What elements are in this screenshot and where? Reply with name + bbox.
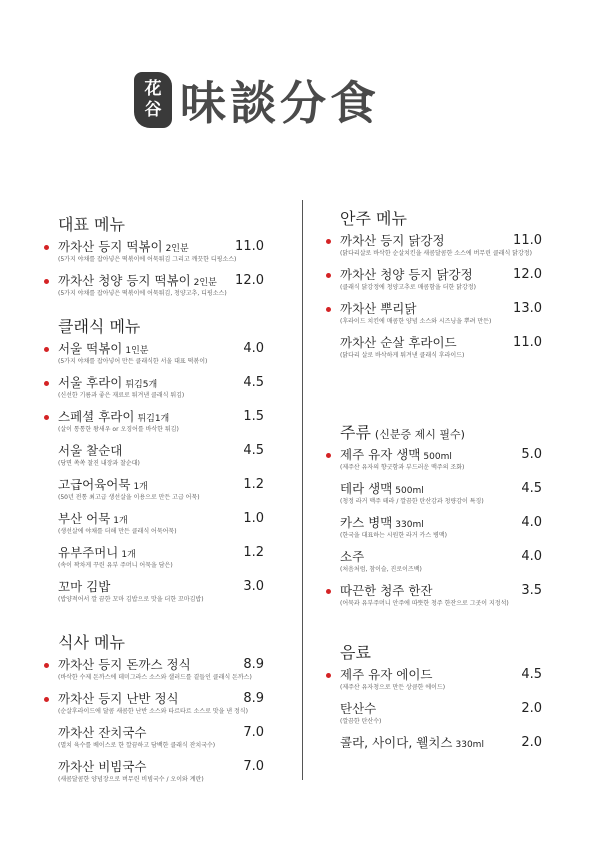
menu-item-description: (제주산 유자청으로 만든 상큼한 에이드): [340, 684, 446, 691]
menu-item-description: (어묵과 유부주머니 안주에 따뜻한 청주 한잔으로 그곳이 지정석): [340, 600, 509, 607]
menu-item-description: (속이 꽉차게 꾸린 유부 주머니 어묵을 담은): [58, 562, 173, 569]
menu-item-name-line: [340, 232, 445, 250]
menu-item-description: (처음처럼, 참이슬, 진로이즈백): [340, 566, 422, 573]
menu-item-price: 12.0: [513, 267, 542, 282]
menu-item: [340, 548, 542, 582]
menu-item-price: 7.0: [243, 725, 264, 740]
menu-item-quantity: 2인분: [165, 244, 189, 254]
menu-item-name: 까차산 순살 후라이드: [340, 335, 457, 350]
menu-item-name-line: [340, 266, 473, 284]
menu-item: [58, 510, 264, 544]
bullet-dot-icon: [326, 589, 331, 594]
menu-item-name: 탄산수: [340, 701, 377, 716]
menu-item-description: (순살후라이드에 달콤 새콤한 난반 소스와 타르타르 소스로 맛을 낸 정식): [58, 708, 248, 715]
menu-item-price: 12.0: [235, 273, 264, 288]
menu-item-price: 1.2: [243, 545, 264, 560]
menu-item: [58, 272, 264, 306]
menu-item-name: 제주 유자 생맥: [340, 447, 421, 462]
menu-item: [58, 408, 264, 442]
menu-item-description: (청정 라거 맥주 테라 / 깔끔한 탄산감과 청량감이 특징): [340, 498, 484, 505]
menu-item-name-line: [340, 666, 432, 684]
section-drinks: [340, 420, 542, 616]
menu-item-price: 5.0: [521, 447, 542, 462]
menu-item-price: 4.5: [243, 375, 264, 390]
section-title: 클래식 메뉴: [58, 317, 141, 336]
menu-item-name-line: [340, 300, 416, 318]
menu-item-name: 소주: [340, 549, 365, 564]
menu-item-price: 11.0: [513, 233, 542, 248]
menu-item-name: 서울 떡볶이: [58, 341, 123, 356]
menu-item-name: 스페셜 후라이: [58, 409, 135, 424]
bullet-dot-icon: [326, 453, 331, 458]
bullet-dot-icon: [44, 381, 49, 386]
menu-item: [58, 374, 264, 408]
menu-item: [58, 476, 264, 510]
menu-item: [58, 690, 264, 724]
logo-seal-bottom: 谷: [144, 100, 162, 120]
menu-item-name: 테라 생맥: [340, 481, 393, 496]
menu-item-price: 4.0: [521, 515, 542, 530]
menu-item-price: 4.5: [243, 443, 264, 458]
menu-item: [58, 656, 264, 690]
bullet-dot-icon: [326, 239, 331, 244]
menu-item-price: 1.0: [243, 511, 264, 526]
menu-item-price: 8.9: [243, 691, 264, 706]
menu-item-name-line: [340, 582, 432, 600]
section-title: 음료: [340, 643, 371, 662]
menu-item-description: (5가지 야채를 잡아넣은 떡볶이에 어묵튀김, 청양고추, 디핑소스): [58, 290, 227, 297]
section-meal: [58, 630, 264, 792]
menu-item-name: 서울 후라이: [58, 375, 123, 390]
menu-item-name: 까차산 잔치국수: [58, 725, 147, 740]
section-title: [340, 420, 542, 446]
menu-item-name: 까차산 청양 등지 닭강정: [340, 267, 473, 282]
bullet-dot-icon: [44, 347, 49, 352]
menu-item-description: (제주산 유자의 향긋함과 부드러운 맥주의 조화): [340, 464, 465, 471]
id-required-note: (신분증 제시 필수): [374, 428, 465, 441]
menu-item-quantity: 500ml: [395, 486, 424, 496]
menu-item-name: 부산 어묵: [58, 511, 111, 526]
section-classic: [58, 314, 264, 612]
menu-item-quantity: 330ml: [455, 740, 484, 750]
menu-item: [58, 544, 264, 578]
bullet-dot-icon: [326, 307, 331, 312]
menu-item: [340, 514, 542, 548]
menu-item: [340, 666, 542, 700]
section-signature: [58, 212, 264, 306]
section-beverages: [340, 640, 542, 768]
menu-item-price: 4.5: [521, 667, 542, 682]
bullet-dot-icon: [44, 245, 49, 250]
menu-item-description: (생선살에 야채를 더해 만든 클래식 어묵어묵): [58, 528, 177, 535]
menu-item-name-line: [58, 690, 179, 708]
menu-item-quantity: 1인분: [125, 346, 149, 356]
menu-item: [340, 700, 542, 734]
menu-item-name: 고급어육어묵: [58, 477, 131, 492]
menu-item-price: 3.5: [521, 583, 542, 598]
bullet-dot-icon: [44, 279, 49, 284]
menu-item-quantity: 330ml: [395, 520, 424, 530]
menu-item-description: (클래식 닭강정에 청양고추로 매콤함을 더한 닭강정): [340, 284, 476, 291]
menu-item-price: 8.9: [243, 657, 264, 672]
menu-item: [58, 758, 264, 792]
menu-item-name: 까차산 청양 등지 떡볶이: [58, 273, 191, 288]
menu-item-price: 2.0: [521, 701, 542, 716]
section-title: 대표 메뉴: [58, 215, 125, 234]
menu-item: [340, 582, 542, 616]
menu-item-name: 콜라, 사이다, 웰치스: [340, 735, 453, 750]
column-divider: [302, 200, 303, 780]
menu-item-description: (신선한 기름과 좋은 재료로 튀겨낸 클래식 튀김): [58, 392, 185, 399]
menu-item-name-line: [58, 442, 122, 460]
menu-item-price: 4.0: [521, 549, 542, 564]
menu-item: [340, 480, 542, 514]
menu-item-price: 1.2: [243, 477, 264, 492]
menu-item-price: 7.0: [243, 759, 264, 774]
menu-item-name-line: [58, 578, 110, 596]
menu-item: [340, 266, 542, 300]
logo-seal: [134, 72, 172, 128]
menu-item-price: 4.5: [521, 481, 542, 496]
menu-item-name: 서울 찰순대: [58, 443, 123, 458]
menu-item-description: (닭다리 살로 바삭하게 튀겨낸 클래식 후라이드): [340, 352, 465, 359]
menu-item-quantity: 튀김1개: [137, 414, 170, 424]
menu-item: [340, 334, 542, 368]
menu-item-name: 까차산 등지 돈까스 정식: [58, 657, 191, 672]
section-title: 안주 메뉴: [340, 209, 407, 228]
menu-item: [58, 578, 264, 612]
menu-item-price: 2.0: [521, 735, 542, 750]
menu-item-quantity: 1개: [133, 482, 148, 492]
menu-item-description: (후라이드 치킨에 매콤한 양념 소스와 시즈닝을 뿌려 만든): [340, 318, 492, 325]
menu-item-quantity: 1개: [113, 516, 128, 526]
menu-item-description: (5가지 야채를 잡아넣어 만든 클래식한 서울 대표 떡볶이): [58, 358, 208, 365]
menu-item-name-line: [340, 334, 457, 352]
menu-item-name-line: [340, 700, 376, 718]
menu-item-price: 11.0: [235, 239, 264, 254]
logo-seal-top: 花: [144, 79, 162, 99]
menu-item-description: (5가지 야채를 잡아넣은 떡볶이에 어묵튀김 그리고 깨끗한 디핑소스): [58, 256, 237, 263]
menu-item-description: (바삭한 수제 돈까스에 데미그라스 소스와 샐러드를 곁들인 클래식 돈까스): [58, 674, 252, 681]
menu-item-quantity: 튀김5개: [125, 380, 158, 390]
bullet-dot-icon: [44, 663, 49, 668]
menu-item: [340, 734, 542, 768]
menu-item-name: 까차산 등지 난반 정식: [58, 691, 179, 706]
menu-item: [340, 300, 542, 334]
menu-item-description: (깔끔한 탄산수): [340, 718, 382, 725]
menu-item-name: 유부주머니: [58, 545, 119, 560]
logo: [134, 70, 380, 130]
menu-item: [340, 232, 542, 266]
menu-item-price: 4.0: [243, 341, 264, 356]
menu-item-description: (새콤달콤한 양념장으로 버무린 비빔국수 / 오이와 계란): [58, 776, 204, 783]
section-title-text: 주류: [340, 423, 371, 442]
menu-item-description: (멸치 육수를 베이스로 한 깔끔하고 담백한 클래식 잔치국수): [58, 742, 216, 749]
menu-item-name: 까차산 뿌리닭: [340, 301, 417, 316]
menu-item: [58, 238, 264, 272]
bullet-dot-icon: [326, 673, 331, 678]
menu-item: [58, 724, 264, 758]
menu-item: [58, 340, 264, 374]
menu-item-description: (한국을 대표하는 시원한 라거 카스 병맥): [340, 532, 447, 539]
menu-item: [58, 442, 264, 476]
section-bar-snacks: [340, 206, 542, 368]
menu-item-quantity: 2인분: [193, 278, 217, 288]
menu-item-name-line: [340, 734, 484, 754]
bullet-dot-icon: [44, 697, 49, 702]
menu-item-name: 카스 병맥: [340, 515, 393, 530]
menu-item-quantity: 500ml: [423, 452, 452, 462]
menu-item-description: (닭다리살로 바삭한 순살치킨을 새콤달콤한 소스에 버무린 클래식 닭강정): [340, 250, 532, 257]
menu-item-price: 11.0: [513, 335, 542, 350]
menu-item-name-line: [58, 656, 191, 674]
menu-item-description: (밥양적어서 깔 끔한 꼬마 김밥으로 맛을 더한 꼬마김밥): [58, 596, 204, 603]
menu-item-description: (50년 전통 최고급 생선살을 이용으로 만든 고급 어묵): [58, 494, 200, 501]
section-title: 식사 메뉴: [58, 633, 125, 652]
menu-item-name: 제주 유자 에이드: [340, 667, 433, 682]
menu-item-name: 꼬마 김밥: [58, 579, 111, 594]
menu-item-name: 따끈한 청주 한잔: [340, 583, 433, 598]
menu-item-name-line: [340, 548, 364, 566]
menu-item-name-line: [58, 724, 147, 742]
menu-item: [340, 446, 542, 480]
menu-item-price: 1.5: [243, 409, 264, 424]
menu-item-description: (살이 통통한 왕새우 or 오징어를 바삭한 튀김): [58, 426, 179, 433]
menu-item-name: 까차산 등지 떡볶이: [58, 239, 163, 254]
menu-item-name: 까차산 등지 닭강정: [340, 233, 445, 248]
menu-item-name: 까차산 비빔국수: [58, 759, 147, 774]
menu-item-price: 3.0: [243, 579, 264, 594]
menu-item-price: 13.0: [513, 301, 542, 316]
menu-item-quantity: 1개: [121, 550, 136, 560]
logo-name: 味談分食: [180, 76, 380, 130]
bullet-dot-icon: [44, 415, 49, 420]
menu-item-description: (당면 쏙쏙 찰진 내장과 찰순대): [58, 460, 140, 467]
bullet-dot-icon: [326, 273, 331, 278]
menu-item-name-line: [58, 758, 147, 776]
